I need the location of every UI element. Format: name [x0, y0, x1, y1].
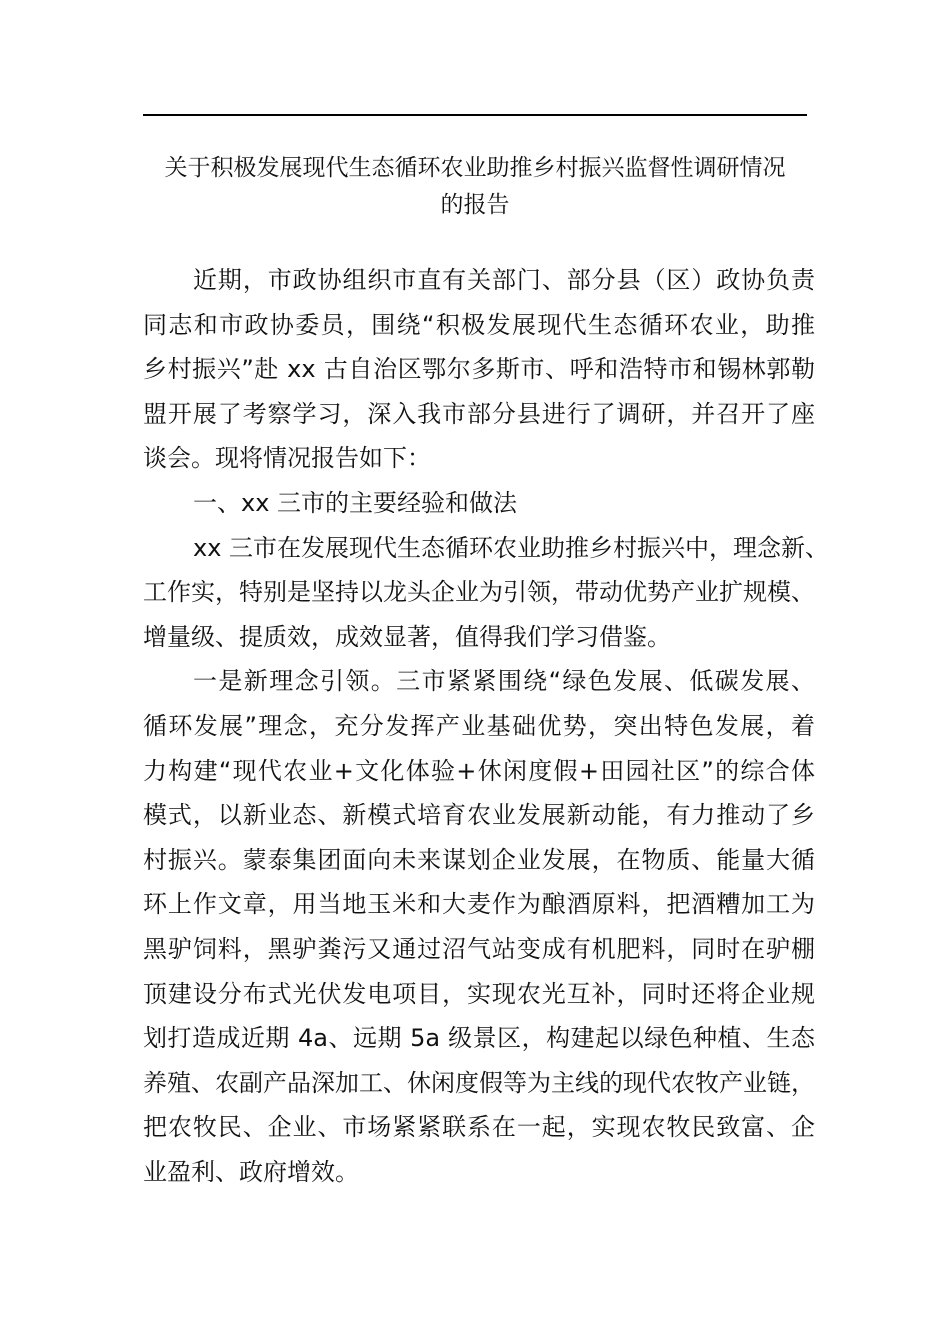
paragraph-line: xx 三市在发展现代生态循环农业助推乡村振兴中，理念新、	[193, 533, 830, 562]
paragraph-line: 模式，以新业态、新模式培育农业发展新动能，有力推动了乡	[143, 801, 815, 830]
paragraph-line: 一是新理念引领。三市紧紧围绕“绿色发展、低碳发展、	[193, 667, 815, 696]
paragraph-line: 顶建设分布式光伏发电项目，实现农光互补，同时还将企业规	[143, 979, 815, 1008]
paragraph-line: 谈会。现将情况报告如下：	[143, 444, 431, 473]
paragraph-line: 环上作文章，用当地玉米和大麦作为酿酒原料，把酒糟加工为	[143, 890, 815, 919]
paragraph-line: 划打造成近期 4a、远期 5a 级景区，构建起以绿色种植、生态	[143, 1024, 815, 1053]
title-line: 的报告	[440, 192, 510, 218]
paragraph-line: 养殖、农副产品深加工、休闲度假等为主线的现代农牧产业链，	[143, 1068, 815, 1097]
paragraph-line: 盟开展了考察学习，深入我市部分县进行了调研，并召开了座	[143, 399, 815, 428]
paragraph-line: 力构建“现代农业+文化体验+休闲度假+田园社区”的综合体	[143, 756, 815, 785]
section-heading: 一、xx 三市的主要经验和做法	[193, 488, 518, 517]
paragraph-line: 循环发展”理念，充分发挥产业基础优势，突出特色发展，着	[143, 711, 815, 740]
title-line: 关于积极发展现代生态循环农业助推乡村振兴监督性调研情况	[164, 155, 786, 181]
document-title	[143, 150, 807, 224]
paragraph-line: 增量级、提质效，成效显著，值得我们学习借鉴。	[143, 622, 671, 651]
paragraph-line: 同志和市政协委员，围绕“积极发展现代生态循环农业，助推	[143, 310, 815, 339]
paragraph-line: 黑驴饲料，黑驴粪污又通过沼气站变成有机肥料，同时在驴棚	[143, 934, 815, 963]
paragraph-line: 村振兴。蒙泰集团面向未来谋划企业发展，在物质、能量大循	[143, 845, 815, 874]
paragraph-line: 业盈利、政府增效。	[143, 1157, 359, 1186]
paragraph-line: 乡村振兴”赴 xx 古自治区鄂尔多斯市、呼和浩特市和锡林郭勒	[143, 355, 815, 384]
paragraph-line: 近期，市政协组织市直有关部门、部分县（区）政协负责	[193, 266, 815, 294]
paragraph-line: 工作实，特别是坚持以龙头企业为引领，带动优势产业扩规模、	[143, 578, 815, 607]
paragraph-line: 把农牧民、企业、市场紧紧联系在一起，实现农牧民致富、企	[143, 1113, 815, 1142]
document-body	[143, 258, 830, 1194]
header-rule	[143, 114, 807, 116]
